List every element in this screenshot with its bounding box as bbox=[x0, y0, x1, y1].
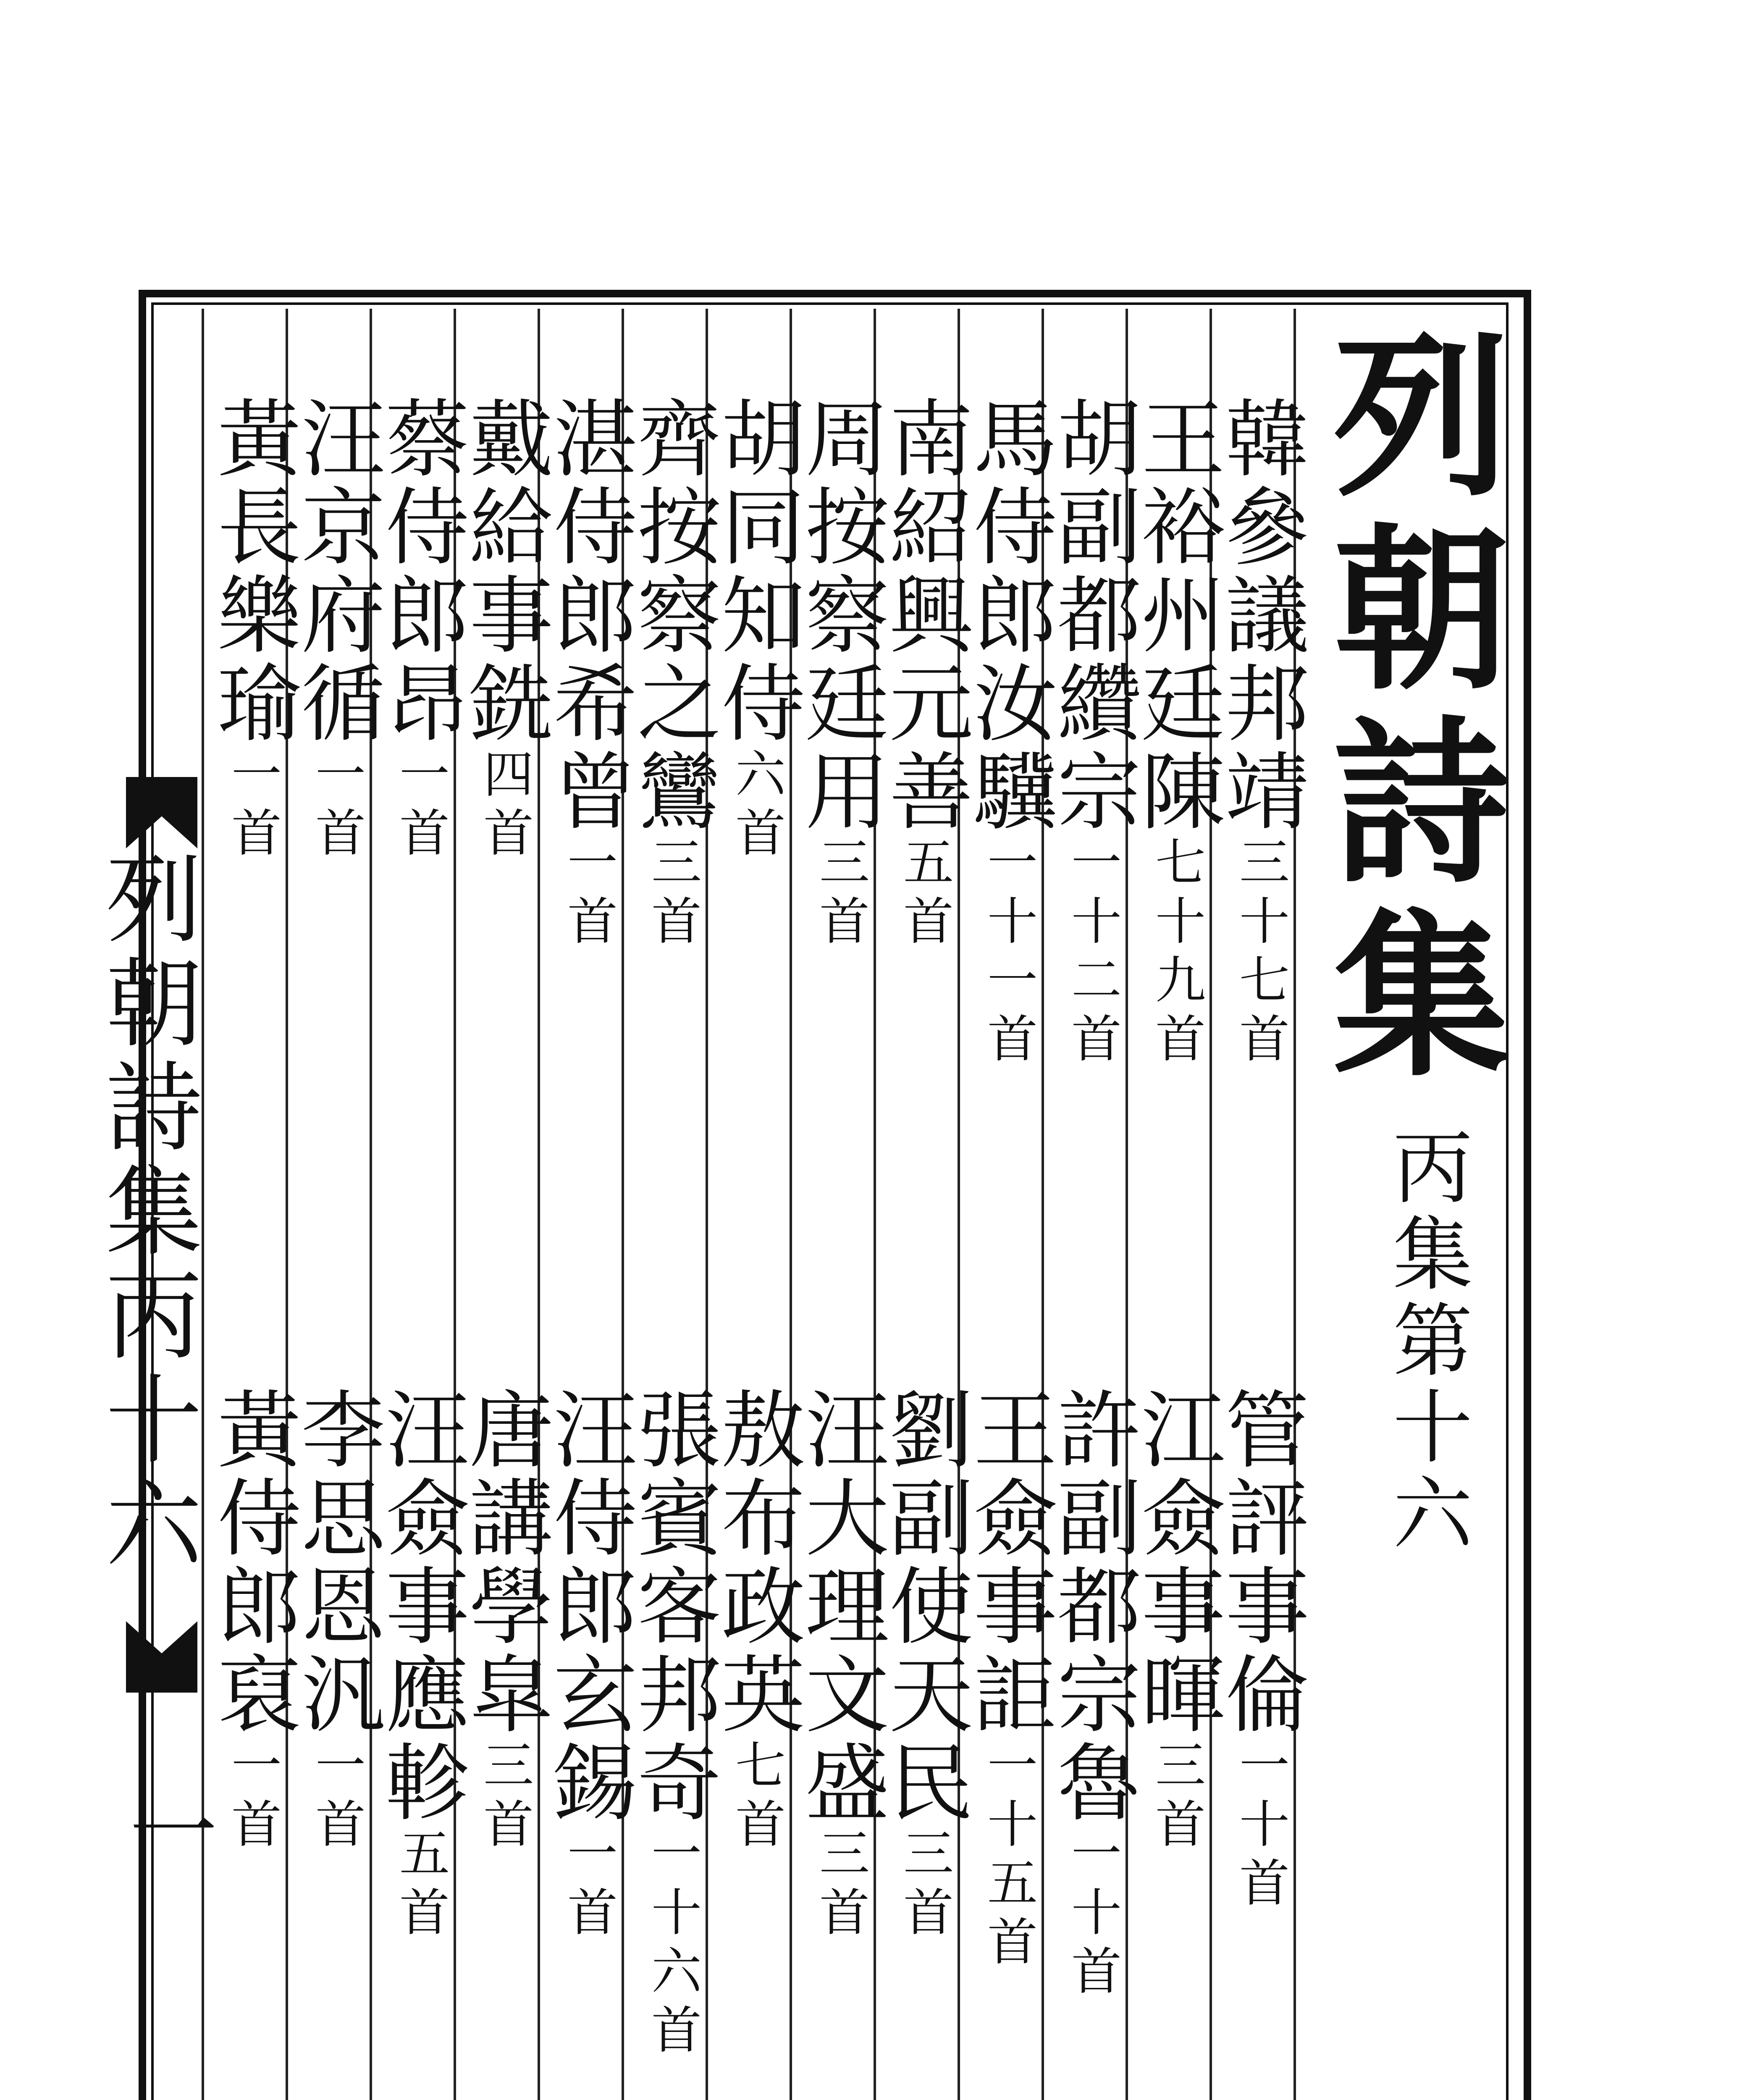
entry-count: 五首 bbox=[895, 836, 953, 953]
toc-entry-top bbox=[791, 395, 889, 953]
toc-entry-bottom bbox=[1127, 1386, 1225, 1856]
entry-name: 湛侍郎希曾 bbox=[539, 395, 637, 836]
entry-name: 齊按察之鸞 bbox=[623, 395, 721, 836]
entry-count: 三首 bbox=[475, 1739, 533, 1856]
entry-count: 一十首 bbox=[1231, 1739, 1289, 1915]
entry-name: 張賓客邦奇 bbox=[623, 1386, 721, 1827]
entry-count: 一首 bbox=[559, 836, 617, 953]
entry-count: 三十七首 bbox=[1231, 836, 1289, 1071]
toc-entry-bottom bbox=[959, 1386, 1057, 1974]
entry-count: 七十九首 bbox=[1147, 836, 1205, 1071]
entry-count: 一十一首 bbox=[979, 836, 1037, 1071]
entry-name: 汪侍郎玄錫 bbox=[539, 1386, 637, 1827]
toc-entry-bottom bbox=[707, 1386, 805, 1856]
entry-count: 一首 bbox=[223, 1739, 281, 1856]
entry-name: 蔡侍郎昂 bbox=[371, 395, 469, 748]
entry-name: 汪僉事應軫 bbox=[371, 1386, 469, 1827]
toc-entry-bottom bbox=[287, 1386, 385, 1856]
toc-entry-top bbox=[707, 395, 805, 865]
toc-entry-bottom bbox=[875, 1386, 973, 1945]
volume-heading: 丙集第十六 bbox=[1380, 1126, 1472, 1558]
entry-count: 三首 bbox=[811, 836, 869, 953]
fishtail-mark-bottom-icon bbox=[126, 1621, 197, 1693]
entry-name: 汪京府循 bbox=[287, 395, 385, 748]
entry-name: 李思恩汎 bbox=[287, 1386, 385, 1739]
entry-name: 南紹興元善 bbox=[875, 395, 973, 836]
entry-name: 馬侍郎汝驥 bbox=[959, 395, 1057, 836]
toc-entry-bottom bbox=[371, 1386, 469, 1945]
entry-count: 三首 bbox=[895, 1827, 953, 1945]
book-title: 列朝詩集 bbox=[1304, 323, 1511, 1096]
toc-entry-bottom bbox=[1211, 1386, 1309, 1915]
toc-entry-top bbox=[371, 395, 469, 865]
toc-entry-bottom bbox=[455, 1386, 553, 1856]
toc-entry-top bbox=[539, 395, 637, 953]
entry-name: 江僉事暉 bbox=[1127, 1386, 1225, 1739]
entry-count: 一十二首 bbox=[1063, 836, 1121, 1071]
toc-entry-bottom bbox=[539, 1386, 637, 1945]
entry-name: 唐講學皐 bbox=[455, 1386, 553, 1739]
toc-entry-bottom bbox=[791, 1386, 889, 1945]
center-band-page-number: 一 bbox=[115, 1785, 218, 1873]
entry-count: 一首 bbox=[223, 748, 281, 865]
toc-entry-top bbox=[959, 395, 1057, 1071]
toc-entry-bottom bbox=[623, 1386, 721, 2062]
toc-entry-top bbox=[287, 395, 385, 865]
entry-name: 周按察廷用 bbox=[791, 395, 889, 836]
entry-count: 一十六首 bbox=[643, 1827, 701, 2062]
entry-count: 五首 bbox=[391, 1827, 449, 1945]
entry-name: 韓參議邦靖 bbox=[1211, 395, 1309, 836]
center-band-title: 列朝詩集丙十六 bbox=[89, 848, 201, 1578]
entry-count: 一十五首 bbox=[979, 1739, 1037, 1974]
entry-count: 一首 bbox=[307, 748, 365, 865]
toc-entry-top bbox=[875, 395, 973, 953]
entry-count: 一首 bbox=[559, 1827, 617, 1945]
toc-entry-top bbox=[1211, 395, 1309, 1071]
entry-count: 七首 bbox=[727, 1739, 785, 1856]
entry-count: 三首 bbox=[811, 1827, 869, 1945]
toc-entry-bottom bbox=[1043, 1386, 1141, 2003]
fishtail-mark-top-icon bbox=[126, 777, 197, 848]
entry-name: 許副都宗魯 bbox=[1043, 1386, 1141, 1827]
toc-entry-top bbox=[203, 395, 301, 865]
entry-count: 四首 bbox=[475, 748, 533, 865]
entry-count: 一首 bbox=[391, 748, 449, 865]
entry-name: 黃侍郎裒 bbox=[203, 1386, 301, 1739]
entry-name: 劉副使天民 bbox=[875, 1386, 973, 1827]
entry-name: 汪大理文盛 bbox=[791, 1386, 889, 1827]
entry-count: 六首 bbox=[727, 748, 785, 865]
entry-name: 胡副都纘宗 bbox=[1043, 395, 1141, 836]
toc-entry-top bbox=[1127, 395, 1225, 1071]
entry-count: 一首 bbox=[307, 1739, 365, 1856]
entry-count: 三首 bbox=[643, 836, 701, 953]
toc-entry-top bbox=[1043, 395, 1141, 1071]
entry-name: 胡同知侍 bbox=[707, 395, 805, 748]
toc-entry-top bbox=[623, 395, 721, 953]
entry-name: 王裕州廷陳 bbox=[1127, 395, 1225, 836]
toc-entry-bottom bbox=[203, 1386, 301, 1856]
entry-name: 王僉事詎 bbox=[959, 1386, 1057, 1739]
entry-name: 敖布政英 bbox=[707, 1386, 805, 1739]
entry-count: 一十首 bbox=[1063, 1827, 1121, 2003]
entry-count: 三首 bbox=[1147, 1739, 1205, 1856]
entry-name: 黃長樂瑜 bbox=[203, 395, 301, 748]
entry-name: 管評事倫 bbox=[1211, 1386, 1309, 1739]
toc-entry-top bbox=[455, 395, 553, 865]
entry-name: 戴給事銑 bbox=[455, 395, 553, 748]
